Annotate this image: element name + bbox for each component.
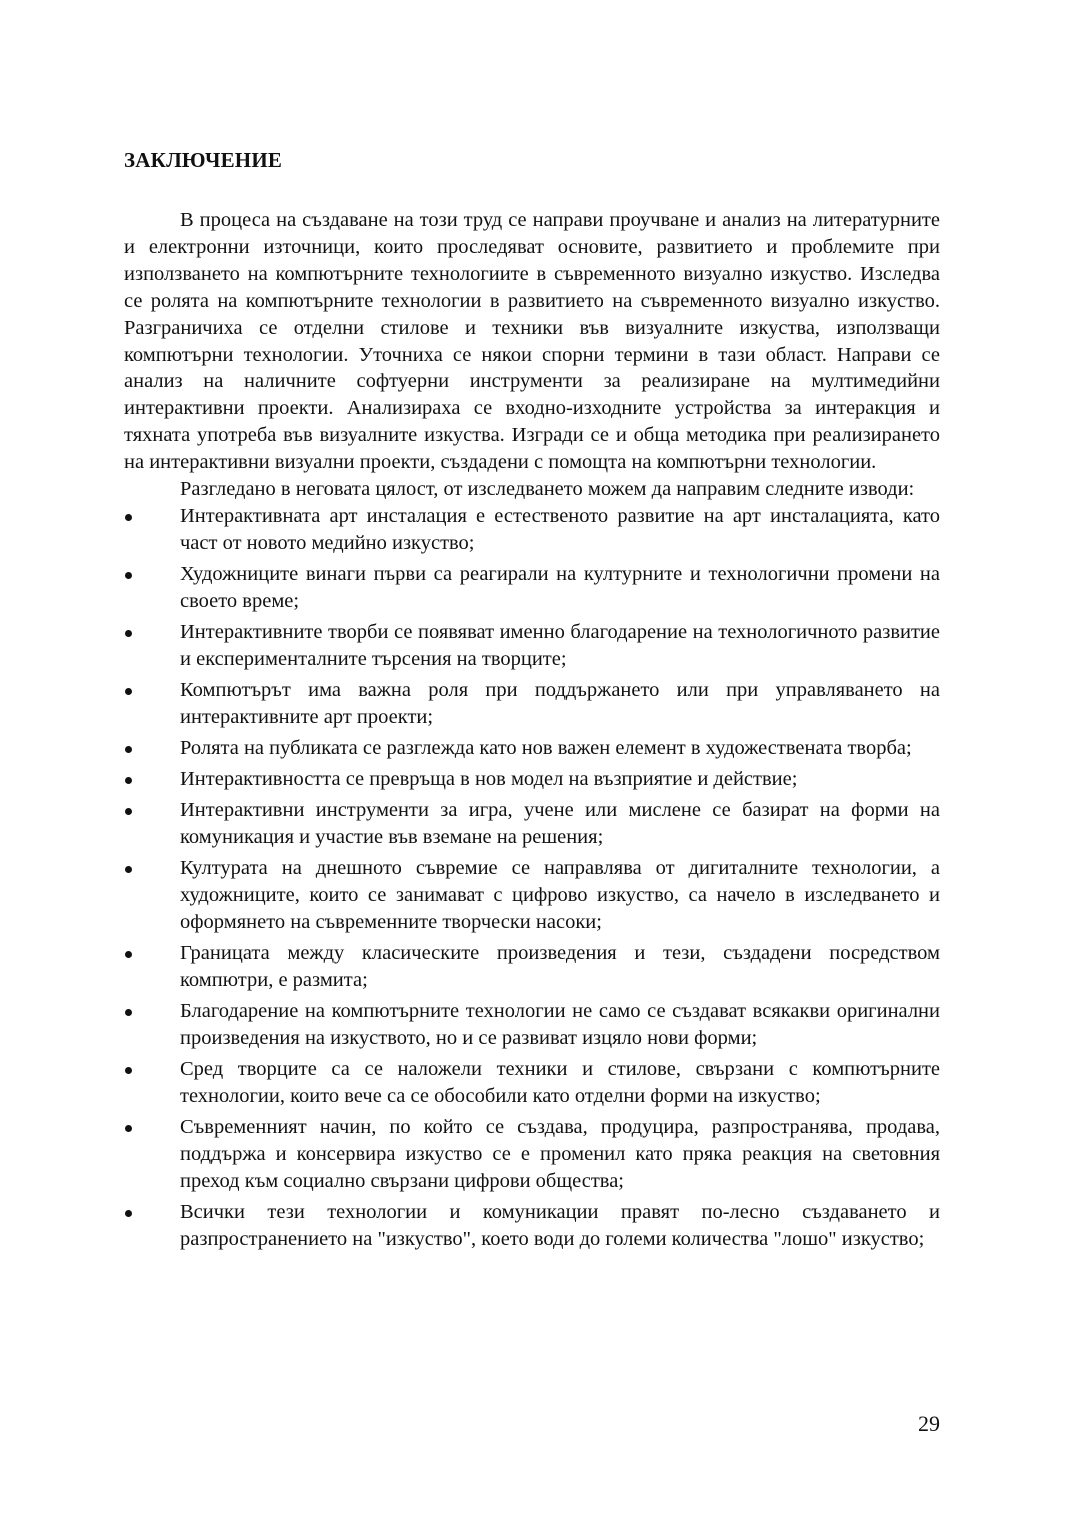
list-item [124,855,940,936]
list-item-text: Културата на днешното съвремие се направлява от дигиталните технологии, а художниците, които се занимават с цифрово изкуство, са начело в изследването и оформянето на съвременните творчески насоки; [180,857,940,933]
bullet-icon [125,514,132,521]
page-content [124,147,940,1257]
list-item-text: Съвременният начин, по който се създава, продуцира, разпространява, продава, поддържа и консервира изкуство се е променил като пряка реакция на световния преход към социално свързани цифрови общества; [180,1116,940,1192]
bullet-icon [125,630,132,637]
list-item [124,998,940,1052]
bullet-icon [125,1009,132,1016]
list-item-text: Компютърът има важна роля при поддържането или при управляването на интерактивните арт проекти; [180,678,940,728]
bullet-icon [125,1210,132,1217]
list-item-text: Границата между класическите произведения и тези, създадени посредством компютри, е размита; [180,942,940,991]
list-item-text: Сред творците са се наложели техники и стилове, свързани с компютърните технологии, които вече са се обособили като отделни форми на изкуство; [180,1058,940,1107]
list-item [124,940,940,994]
conclusions-lead-paragraph: Разгледано в неговата цялост, от изследването можем да направим следните изводи: [180,478,915,501]
bullet-icon [125,746,132,753]
list-item-text: Интерактивната арт инсталация е естественото развитие на арт инсталацията, като част от новото медийно изкуство; [180,504,940,554]
list-item [124,503,940,557]
list-item-text: Всички тези технологии и комуникации правят по-лесно създаването и разпространението на "изкуство", което води до големи количества "лошо" изкуство; [180,1200,940,1250]
list-item [124,1114,940,1195]
list-item-text: Ролята на публиката се разглежда като нов важен елемент в художествената творба; [180,736,912,759]
list-item-text: Благодарение на компютърните технологии не само се създават всякакви оригинални произведения на изкуството, но и се развиват изцяло нови форми; [180,1000,940,1049]
list-item [124,1199,940,1253]
list-item-text: Интерактивните творби се появяват именно благодарение на технологичното развитие и експерименталните търсения на творците; [180,620,940,670]
section-heading: ЗАКЛЮЧЕНИЕ [124,148,283,172]
list-item [124,1056,940,1110]
bullet-icon [125,866,132,873]
bullet-icon [125,777,132,784]
list-item-text: Художниците винаги първи са реагирали на културните и технологични промени на своето време; [180,562,940,612]
bullet-icon [125,951,132,958]
conclusions-list [124,503,940,1253]
list-item [124,735,940,762]
bullet-icon [125,1067,132,1074]
bullet-icon [125,688,132,695]
list-item [124,677,940,731]
bullet-icon [125,808,132,815]
list-item [124,766,940,793]
page-number: 29 [918,1411,940,1436]
list-item-text: Интерактивността се превръща в нов модел на възприятие и действие; [180,768,798,791]
bullet-icon [125,1125,132,1132]
list-item [124,619,940,673]
intro-paragraph: В процеса на създаване на този труд се направи проучване и анализ на литературните и електронни източници, които проследяват основите, развитието и проблемите при използването на компютърните технологиите в съвременното визуално изкуство. Изследва се ролята на компютърните технологии в развитието на съвременното визуално изкуство. Разграничиха се отделни стилове и техники във визуалните изкуства, използващи компютърни технологии. Уточниха се някои спорни термини в тази област. Направи се анализ на наличните софтуерни инструменти за реализиране на мултимедийни интерактивни проекти. Анализираха се входно-изходните устройства за интеракция и тяхната употреба във визуалните изкуства. Изгради се и обща методика при реализирането на интерактивни визуални проекти, създадени с помощта на компютърни технологии. [124,209,940,474]
list-item-text: Интерактивни инструменти за игра, учене или мислене се базират на форми на комуникация и участие във вземане на решения; [180,799,940,849]
list-item [124,561,940,615]
bullet-icon [125,572,132,579]
list-item [124,797,940,851]
